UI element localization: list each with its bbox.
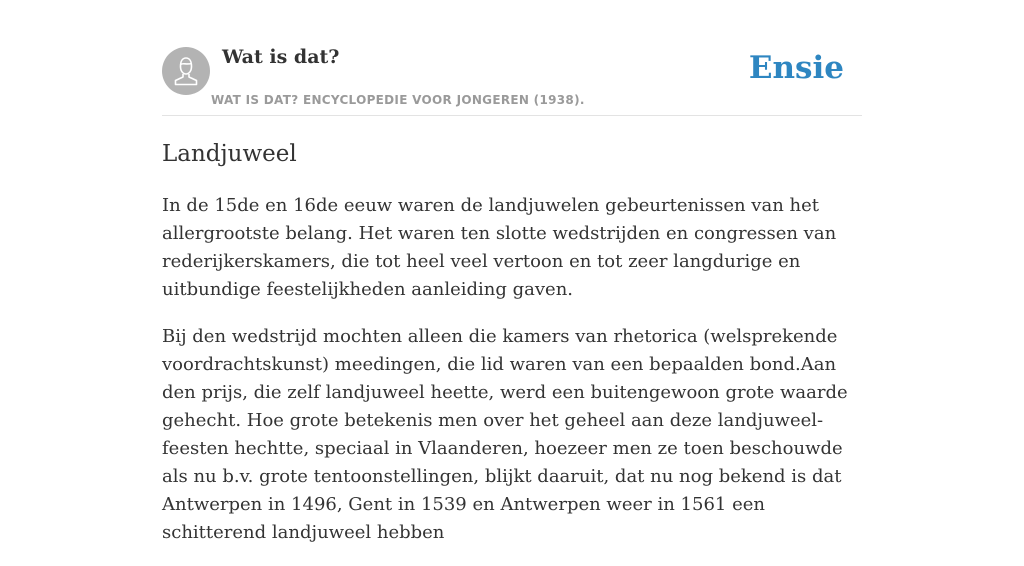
source-subtitle[interactable]: WAT IS DAT? ENCYCLOPEDIE VOOR JONGEREN (1938). [211,93,585,107]
site-logo[interactable]: Ensie [748,50,844,86]
article [162,138,862,566]
article-paragraph: In de 15de en 16de eeuw waren de landjuwelen gebeurtenissen van het allergrootste belang. Het waren ten slotte wedstrijden en congressen van rederijkerskamers, die tot heel veel vertoon en tot zeer langdurige en uitbundige feestelijkheden aanleiding gaven. [162,195,837,300]
source-header [162,40,862,116]
article-title: Landjuweel [162,141,297,167]
source-title[interactable]: Wat is dat? [222,46,340,68]
article-paragraph: Bij den wedstrijd mochten alleen die kamers van rhetorica (welsprekende voordrachtskunst) meedingen, die lid waren van een bepaalden bond.Aan den prijs, die zelf landjuweel heette, werd een buitengewoon grote waarde gehecht. Hoe grote betekenis men over het geheel aan deze landjuweel-feesten hechtte, speciaal in Vlaanderen, hoezeer men ze toen beschouwde als nu b.v. grote tentoonstellingen, blijkt daaruit, dat nu nog bekend is dat Antwerpen in 1496, Gent in 1539 en Antwerpen weer in 1561 een schitterend landjuweel hebben [162,326,848,543]
user-placeholder-icon[interactable] [162,47,210,95]
